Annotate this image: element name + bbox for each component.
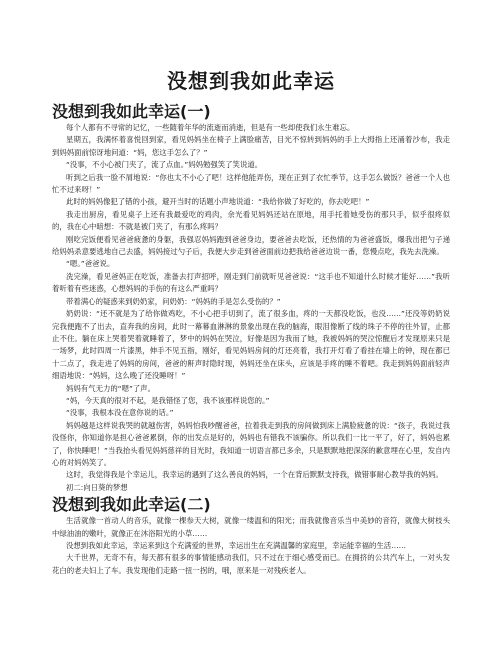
section-1-paragraph: 我走出厨房，看见桌子上还有我最爱吃的鸡肉，余光看见妈妈还站在原地，用手托着她受伤的那只手，似乎很疼似的，我在心中暗想：不就是被门夹了，有那么疼吗？ bbox=[52, 209, 450, 232]
section-1-paragraph: 妈妈有气无力的“嗯”了声。 bbox=[66, 383, 155, 393]
section-1-paragraph: 带着满心的疑惑来到奶奶家，问奶奶：“妈妈的手是怎么受伤的？” bbox=[66, 296, 281, 306]
section-1-paragraph: “没事，不小心被门夹了，流了点血。”妈妈勉强笑了笑说道。 bbox=[66, 160, 263, 170]
section-2-paragraph: 没想到我如此幸运，幸运来到这个充满爱的世界，幸运出生在充满温馨的家庭里，幸运能幸福的生活…… bbox=[66, 541, 406, 550]
section-1-paragraph: 这时，我觉得我是个幸运儿，我幸运的遇到了这么善良的妈妈，一个在背后默默支持我，做错事耐心教导我的妈妈。 bbox=[66, 470, 443, 480]
section-1-paragraph: 奶奶说：“还不就是为了给你做鸡吃，不小心把手切到了，流了很多血，疼的一天都没吃饭，也没……”还没等奶奶说完我便跑不了出去，直奔我的房间，此时一幕幕血淋淋的景象出现在我的脑海，眼泪像断了线的珠子不停的往外冒，止都止不住。躺在床上哭着哭着就睡着了，梦中的妈妈在哭泣，好像是因为我而了她，我被妈妈的哭泣惊醒后才发现原来只是一场梦，此时四周一片漆黑，伸手不见五指，刚好，看见妈妈房间的灯还亮着，我打开灯看了看挂在墙上的钟，现在都已十二点了，我走进了妈妈的房间，爸爸的鼾声时隐时现，妈妈还坐在床头，应该是手疼的睡不着吧。我走到妈妈面前轻声细语地说：“妈妈，这么晚了还没睡呀！” bbox=[52, 309, 450, 381]
section-1-paragraph: “没事，我根本没在意你说的话。” bbox=[66, 408, 174, 418]
section-2-heading: 没想到我如此幸运(二) bbox=[52, 495, 211, 515]
document-title: 没想到我如此幸运 bbox=[167, 69, 335, 93]
section-1-paragraph: 听到之后我一脸不屑地说：“你也太不小心了吧！这样他能弄伤，现在正到了衣忙季节，这手怎么做饭？爸爸一个人也忙不过来呀！” bbox=[52, 172, 450, 195]
section-1-paragraph: 洗完澡，看见爸妈正在吃饭，准备去打声招呼，刚走到门前就听见爸爸说：“这手也不知道什么时候才能好……”我听着听着有些迷惑，心想妈妈的手伤的有这么严重吗？ bbox=[52, 271, 450, 294]
section-2-paragraph: 生活就像一首动人的音乐，就像一棵参天大树，就像一缕温和的阳光；而我就像音乐当中美妙的音符，就像大树枝头中绿油油的嫩叶，就像正在沐浴阳光的小草…… bbox=[52, 516, 450, 538]
section-1-paragraph: 刚吃完饭便看见爸爸疲惫的身躯，我强忍妈妈跑到爸爸身边，要爸爸去吃饭，还热情的为爸爸盛饭，爆我出把勺子递给妈妈杀意要逃地自己去盛，妈妈接过勺子后，我便大步走到爸爸面前边把我给爸爸边说一番，您慢点吃，我先去洗澡。 bbox=[52, 234, 450, 257]
section-2-paragraph: 大千世界，无奇不有，每天都有很多的事情能感动我们，只不过在于细心感受而已。在拥挤的公共汽车上，一对头发花白的老夫妇上了车。我发现他们走路一扭一拐的，哦，原来是一对残疾老人。 bbox=[52, 553, 450, 575]
section-1-heading: 没想到我如此幸运(一) bbox=[52, 102, 211, 121]
section-1-paragraph: “嗯。”爸爸说。 bbox=[66, 259, 115, 269]
section-1-paragraph: 星期五，我满怀着喜悦回到家，看见妈妈坐在椅子上满脸痛苦，目光不惊转到妈妈的手上大拇指上还涌着沙布，我走到妈妈面前惊讶地问道：“妈，您这手怎么了？” bbox=[52, 135, 450, 157]
section-1-paragraph: 妈妈越是这样说我哭的就越伤害，妈妈怕我吵醒爸爸，拉着我走到我的房间做到床上满脸疲惫的说：“孩子，我说过我没怪你，你知道你是担心爸爸累倒，你的出发点是好的，妈妈也有错我不该骗你。所以我们一比一平了，好了，妈妈也累了，你快睡吧！”当我抬头看见妈妈慈祥的目光时，我知道一切语言都已多余，只是默默地把深深的歉意埋在心里，发自内心的对妈妈笑了。 bbox=[52, 420, 450, 467]
section-1-paragraph: “妈，今天真的很对不起，是我错怪了您，我不该那样说您的。” bbox=[66, 395, 270, 405]
section-1-paragraph: 每个人都有不寻常的记忆，一些随着年华的流逝而消逝，但是有一些却使我们永生难忘。 bbox=[66, 123, 355, 132]
section-1-paragraph: 此时的妈妈像犯了错的小孩，避开当时的话题小声地说道：“我给你做了好吃的，你去吃吧！” bbox=[66, 197, 370, 207]
section-1-author-line: 初二:向日葵的梦想 bbox=[66, 482, 128, 492]
